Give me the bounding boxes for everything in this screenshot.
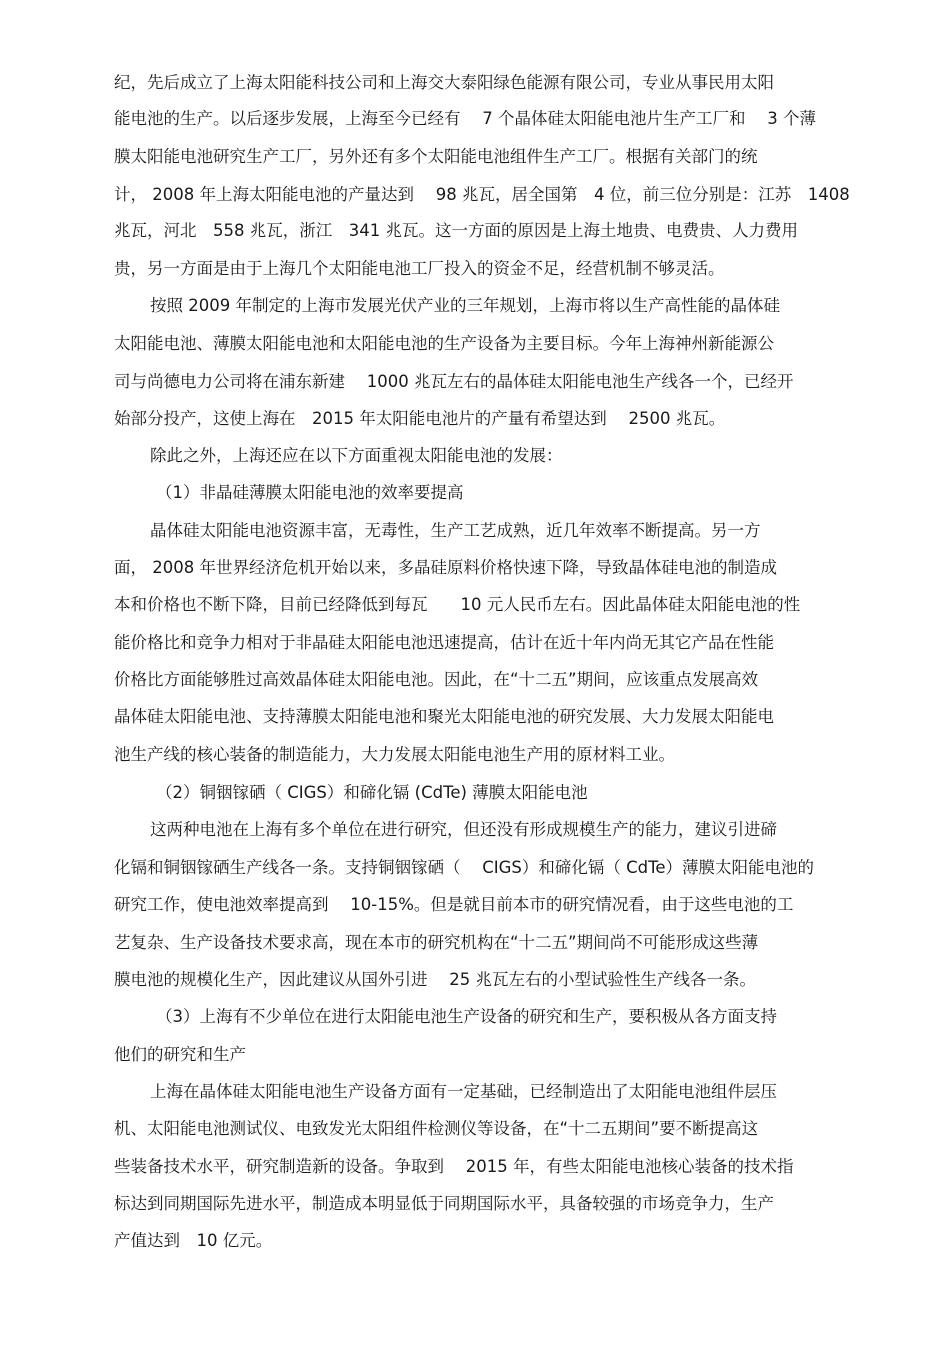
text-line: 能价格比和竞争力相对于非晶硅太阳能电池迅速提高，估计在近十年内尚无其它产品在性能 [114, 633, 774, 652]
text-line: 机、太阳能电池测试仪、电致发光太阳组件检测仪等设备，在“十二五期间”要不断提高这 [114, 1119, 759, 1138]
text-line: 计， 2008 年上海太阳能电池的产量达到 98 兆瓦，居全国第 4 位，前三位分别是：江苏 1408 [114, 185, 850, 204]
text-line: 研究工作，使电池效率提高到 10-15%。但是就目前本市的研究情况看，由于这些电池的工 [114, 895, 794, 914]
section-heading: （3）上海有不少单位在进行太阳能电池生产设备的研究和生产，要积极从各方面支持 [156, 1007, 777, 1026]
text-line: 膜太阳能电池研究生产工厂，另外还有多个太阳能电池组件生产工厂。根据有关部门的统 [114, 147, 758, 166]
text-line: 标达到同期国际先进水平，制造成本明显低于同期国际水平，具备较强的市场竞争力，生产 [114, 1194, 774, 1213]
text-line: 本和价格也不断下降，目前已经降低到每瓦 10 元人民币左右。因此晶体硅太阳能电池的性 [114, 595, 801, 614]
text-line: 除此之外，上海还应在以下方面重视太阳能电池的发展： [150, 446, 563, 465]
text-line: 产值达到 10 亿元。 [114, 1231, 273, 1250]
section-heading: （2）铜铟镓硒（ CIGS）和碲化镉 (CdTe) 薄膜太阳能电池 [156, 783, 588, 802]
section-heading: （1）非晶硅薄膜太阳能电池的效率要提高 [156, 483, 464, 502]
section-heading: 他们的研究和生产 [114, 1045, 246, 1064]
text-line: 膜电池的规模化生产，因此建议从国外引进 25 兆瓦左右的小型试验性生产线各一条。 [114, 970, 756, 989]
text-line: 太阳能电池、薄膜太阳能电池和太阳能电池的生产设备为主要目标。今年上海神州新能源公 [114, 334, 774, 353]
text-line: 晶体硅太阳能电池资源丰富，无毒性，生产工艺成熟，近几年效率不断提高。另一方 [150, 521, 761, 540]
text-line: 始部分投产，这使上海在 2015 年太阳能电池片的产量有希望达到 2500 兆瓦。 [114, 409, 726, 428]
text-line: 能电池的生产。以后逐步发展，上海至今已经有 7 个晶体硅太阳能电池片生产工厂和 3 个薄 [114, 109, 816, 128]
text-line: 池生产线的核心装备的制造能力，大力发展太阳能电池生产用的原材料工业。 [114, 745, 675, 764]
text-line: 些装备技术水平，研究制造新的设备。争取到 2015 年，有些太阳能电池核心装备的技术指 [114, 1157, 794, 1176]
text-line: 晶体硅太阳能电池、支持薄膜太阳能电池和聚光太阳能电池的研究发展、大力发展太阳能电 [114, 707, 774, 726]
text-line: 价格比方面能够胜过高效晶体硅太阳能电池。因此，在“十二五”期间，应该重点发展高效 [114, 670, 759, 689]
text-line: 化镉和铜铟镓硒生产线各一条。支持铜铟镓硒（ CIGS）和碲化镉（ CdTe）薄膜太阳能电池的 [114, 858, 815, 877]
text-line: 按照 2009 年制定的上海市发展光伏产业的三年规划，上海市将以生产高性能的晶体硅 [150, 296, 780, 315]
text-line: 司与尚德电力公司将在浦东新建 1000 兆瓦左右的晶体硅太阳能电池生产线各一个，已经开 [114, 372, 794, 391]
text-line: 纪，先后成立了上海太阳能科技公司和上海交大泰阳绿色能源有限公司，专业从事民用太阳 [114, 73, 774, 92]
text-line: 贵，另一方面是由于上海几个太阳能电池工厂投入的资金不足，经营机制不够灵活。 [114, 259, 725, 278]
text-line: 兆瓦，河北 558 兆瓦，浙江 341 兆瓦。这一方面的原因是上海土地贵、电费贵、人力费用 [114, 221, 798, 240]
text-line: 上海在晶体硅太阳能电池生产设备方面有一定基础，已经制造出了太阳能电池组件层压 [150, 1082, 777, 1101]
text-line: 面， 2008 年世界经济危机开始以来，多晶硅原料价格快速下降，导致晶体硅电池的制造成 [114, 558, 777, 577]
text-line: 艺复杂、生产设备技术要求高，现在本市的研究机构在“十二五”期间尚不可能形成这些薄 [114, 933, 759, 952]
text-line: 这两种电池在上海有多个单位在进行研究，但还没有形成规模生产的能力，建议引进碲 [150, 820, 777, 839]
